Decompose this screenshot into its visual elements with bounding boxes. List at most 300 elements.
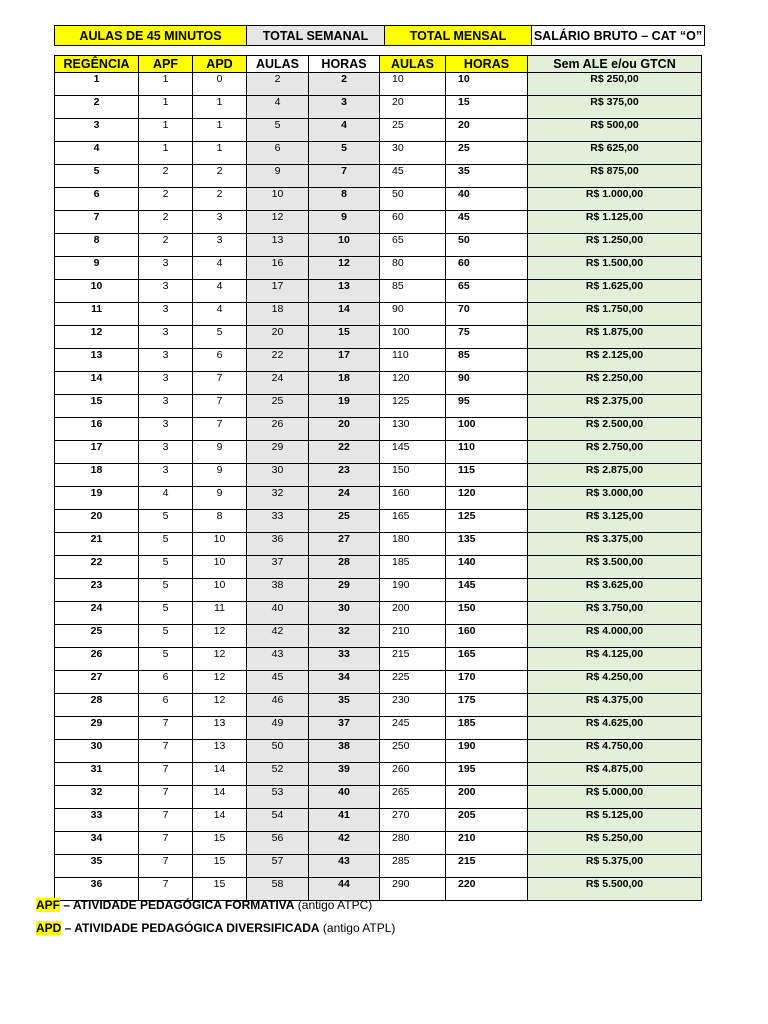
mensal-horas-cell: 210 [446, 832, 528, 855]
apd-cell: 12 [193, 671, 247, 694]
mensal-horas-cell: 50 [446, 234, 528, 257]
regencia-cell: 6 [55, 188, 139, 211]
semanal-horas-cell: 28 [309, 556, 380, 579]
table-row [55, 441, 702, 464]
salario-cell: R$ 1.250,00 [528, 234, 702, 257]
mensal-horas-cell: 90 [446, 372, 528, 395]
table-row [55, 418, 702, 441]
mensal-aulas-cell: 190 [380, 579, 446, 602]
semanal-aulas-cell: 22 [247, 349, 309, 372]
apf-cell: 1 [139, 142, 193, 165]
table-row [55, 832, 702, 855]
salario-cell: R$ 375,00 [528, 96, 702, 119]
apf-cell: 3 [139, 395, 193, 418]
footnote-apf-paren: (antigo ATPC) [294, 898, 373, 912]
salario-cell: R$ 1.750,00 [528, 303, 702, 326]
regencia-cell: 31 [55, 763, 139, 786]
apd-cell: 11 [193, 602, 247, 625]
semanal-horas-cell: 13 [309, 280, 380, 303]
mensal-horas-cell: 75 [446, 326, 528, 349]
mensal-aulas-cell: 215 [380, 648, 446, 671]
salario-cell: R$ 5.125,00 [528, 809, 702, 832]
mensal-horas-cell: 170 [446, 671, 528, 694]
semanal-aulas-cell: 30 [247, 464, 309, 487]
table-row [55, 395, 702, 418]
salario-cell: R$ 500,00 [528, 119, 702, 142]
apd-cell: 15 [193, 878, 247, 901]
mensal-horas-cell: 40 [446, 188, 528, 211]
footnote-apd-abbr: APD [36, 921, 62, 935]
semanal-horas-cell: 27 [309, 533, 380, 556]
table-row [55, 73, 702, 96]
mensal-aulas-cell: 50 [380, 188, 446, 211]
col-salario: Sem ALE e/ou GTCN [528, 56, 702, 73]
semanal-aulas-cell: 33 [247, 510, 309, 533]
mensal-aulas-cell: 110 [380, 349, 446, 372]
mensal-horas-cell: 140 [446, 556, 528, 579]
apf-cell: 6 [139, 671, 193, 694]
apd-cell: 5 [193, 326, 247, 349]
salario-cell: R$ 1.125,00 [528, 211, 702, 234]
summary-header [54, 25, 705, 46]
col-apf: APF [139, 56, 193, 73]
semanal-horas-cell: 25 [309, 510, 380, 533]
table-row [55, 119, 702, 142]
semanal-horas-cell: 14 [309, 303, 380, 326]
semanal-horas-cell: 2 [309, 73, 380, 96]
apd-cell: 14 [193, 786, 247, 809]
semanal-horas-cell: 18 [309, 372, 380, 395]
salario-cell: R$ 3.750,00 [528, 602, 702, 625]
semanal-aulas-cell: 17 [247, 280, 309, 303]
salario-cell: R$ 5.500,00 [528, 878, 702, 901]
mensal-aulas-cell: 280 [380, 832, 446, 855]
apd-cell: 15 [193, 832, 247, 855]
apf-cell: 3 [139, 349, 193, 372]
apf-cell: 3 [139, 280, 193, 303]
salario-cell: R$ 3.000,00 [528, 487, 702, 510]
semanal-aulas-cell: 24 [247, 372, 309, 395]
mensal-horas-cell: 145 [446, 579, 528, 602]
apd-cell: 12 [193, 694, 247, 717]
table-row [55, 602, 702, 625]
table-row [55, 740, 702, 763]
table-row [55, 487, 702, 510]
regencia-cell: 5 [55, 165, 139, 188]
regencia-cell: 32 [55, 786, 139, 809]
footnote-apf-abbr: APF [36, 898, 60, 912]
salario-cell: R$ 5.375,00 [528, 855, 702, 878]
apf-cell: 3 [139, 326, 193, 349]
apd-cell: 10 [193, 556, 247, 579]
semanal-horas-cell: 32 [309, 625, 380, 648]
apd-cell: 12 [193, 625, 247, 648]
apf-cell: 5 [139, 533, 193, 556]
table-row [55, 326, 702, 349]
salario-cell: R$ 875,00 [528, 165, 702, 188]
footnote-apd [36, 919, 395, 942]
semanal-aulas-cell: 29 [247, 441, 309, 464]
mensal-aulas-cell: 230 [380, 694, 446, 717]
semanal-aulas-cell: 37 [247, 556, 309, 579]
salario-cell: R$ 4.750,00 [528, 740, 702, 763]
semanal-aulas-cell: 49 [247, 717, 309, 740]
mensal-aulas-cell: 25 [380, 119, 446, 142]
col-apd: APD [193, 56, 247, 73]
mensal-aulas-cell: 20 [380, 96, 446, 119]
semanal-aulas-cell: 13 [247, 234, 309, 257]
semanal-horas-cell: 5 [309, 142, 380, 165]
regencia-cell: 17 [55, 441, 139, 464]
mensal-horas-cell: 25 [446, 142, 528, 165]
col-regencia: REGÊNCIA [55, 56, 139, 73]
mensal-horas-cell: 60 [446, 257, 528, 280]
regencia-cell: 11 [55, 303, 139, 326]
col-semanal-horas: HORAS [309, 56, 380, 73]
regencia-cell: 35 [55, 855, 139, 878]
regencia-cell: 15 [55, 395, 139, 418]
header-total-mensal: TOTAL MENSAL [385, 26, 532, 46]
regencia-cell: 26 [55, 648, 139, 671]
regencia-cell: 24 [55, 602, 139, 625]
salario-cell: R$ 2.875,00 [528, 464, 702, 487]
apf-cell: 7 [139, 763, 193, 786]
salario-cell: R$ 5.000,00 [528, 786, 702, 809]
salario-cell: R$ 625,00 [528, 142, 702, 165]
regencia-cell: 22 [55, 556, 139, 579]
semanal-horas-cell: 3 [309, 96, 380, 119]
apd-cell: 4 [193, 303, 247, 326]
apd-cell: 10 [193, 579, 247, 602]
semanal-horas-cell: 39 [309, 763, 380, 786]
regencia-cell: 14 [55, 372, 139, 395]
table-row [55, 556, 702, 579]
apd-cell: 13 [193, 717, 247, 740]
mensal-horas-cell: 185 [446, 717, 528, 740]
apf-cell: 7 [139, 740, 193, 763]
apf-cell: 4 [139, 487, 193, 510]
mensal-aulas-cell: 120 [380, 372, 446, 395]
table-row [55, 625, 702, 648]
regencia-cell: 13 [55, 349, 139, 372]
mensal-aulas-cell: 180 [380, 533, 446, 556]
apf-cell: 3 [139, 257, 193, 280]
table-row [55, 855, 702, 878]
apf-cell: 7 [139, 786, 193, 809]
mensal-aulas-cell: 125 [380, 395, 446, 418]
mensal-aulas-cell: 265 [380, 786, 446, 809]
apf-cell: 7 [139, 717, 193, 740]
salario-cell: R$ 2.250,00 [528, 372, 702, 395]
semanal-horas-cell: 9 [309, 211, 380, 234]
semanal-horas-cell: 29 [309, 579, 380, 602]
mensal-horas-cell: 160 [446, 625, 528, 648]
column-header-row [55, 56, 702, 73]
table-row [55, 165, 702, 188]
apd-cell: 14 [193, 763, 247, 786]
semanal-aulas-cell: 20 [247, 326, 309, 349]
mensal-aulas-cell: 210 [380, 625, 446, 648]
semanal-aulas-cell: 57 [247, 855, 309, 878]
footnote-apf [36, 896, 395, 919]
apd-cell: 0 [193, 73, 247, 96]
semanal-aulas-cell: 43 [247, 648, 309, 671]
table-row [55, 648, 702, 671]
mensal-aulas-cell: 165 [380, 510, 446, 533]
apf-cell: 2 [139, 188, 193, 211]
mensal-aulas-cell: 160 [380, 487, 446, 510]
mensal-horas-cell: 95 [446, 395, 528, 418]
regencia-cell: 29 [55, 717, 139, 740]
table-row [55, 671, 702, 694]
apf-cell: 3 [139, 418, 193, 441]
regencia-cell: 19 [55, 487, 139, 510]
semanal-aulas-cell: 16 [247, 257, 309, 280]
mensal-aulas-cell: 130 [380, 418, 446, 441]
apd-cell: 13 [193, 740, 247, 763]
apf-cell: 5 [139, 602, 193, 625]
regencia-cell: 9 [55, 257, 139, 280]
header-salario-bruto: SALÁRIO BRUTO – CAT “O” [532, 26, 705, 46]
apd-cell: 4 [193, 280, 247, 303]
semanal-horas-cell: 10 [309, 234, 380, 257]
mensal-horas-cell: 205 [446, 809, 528, 832]
apf-cell: 3 [139, 464, 193, 487]
regencia-cell: 34 [55, 832, 139, 855]
semanal-horas-cell: 24 [309, 487, 380, 510]
apd-cell: 15 [193, 855, 247, 878]
mensal-horas-cell: 100 [446, 418, 528, 441]
table-row [55, 510, 702, 533]
semanal-aulas-cell: 6 [247, 142, 309, 165]
regencia-cell: 25 [55, 625, 139, 648]
apd-cell: 7 [193, 418, 247, 441]
salario-cell: R$ 2.375,00 [528, 395, 702, 418]
mensal-horas-cell: 65 [446, 280, 528, 303]
table-row [55, 464, 702, 487]
mensal-horas-cell: 15 [446, 96, 528, 119]
semanal-aulas-cell: 9 [247, 165, 309, 188]
semanal-horas-cell: 37 [309, 717, 380, 740]
semanal-horas-cell: 42 [309, 832, 380, 855]
regencia-cell: 20 [55, 510, 139, 533]
mensal-aulas-cell: 150 [380, 464, 446, 487]
semanal-horas-cell: 20 [309, 418, 380, 441]
semanal-aulas-cell: 4 [247, 96, 309, 119]
apf-cell: 7 [139, 832, 193, 855]
table-row [55, 349, 702, 372]
salario-cell: R$ 4.125,00 [528, 648, 702, 671]
semanal-aulas-cell: 56 [247, 832, 309, 855]
regencia-cell: 7 [55, 211, 139, 234]
salario-cell: R$ 1.500,00 [528, 257, 702, 280]
table-row [55, 142, 702, 165]
mensal-aulas-cell: 290 [380, 878, 446, 901]
semanal-horas-cell: 33 [309, 648, 380, 671]
salario-cell: R$ 250,00 [528, 73, 702, 96]
table-row [55, 694, 702, 717]
table-row [55, 763, 702, 786]
mensal-aulas-cell: 65 [380, 234, 446, 257]
table-row [55, 579, 702, 602]
apf-cell: 7 [139, 855, 193, 878]
regencia-cell: 8 [55, 234, 139, 257]
table-row [55, 786, 702, 809]
table-row [55, 809, 702, 832]
apf-cell: 2 [139, 165, 193, 188]
regencia-cell: 12 [55, 326, 139, 349]
apd-cell: 6 [193, 349, 247, 372]
semanal-horas-cell: 22 [309, 441, 380, 464]
mensal-aulas-cell: 285 [380, 855, 446, 878]
salario-cell: R$ 4.625,00 [528, 717, 702, 740]
mensal-horas-cell: 115 [446, 464, 528, 487]
semanal-horas-cell: 40 [309, 786, 380, 809]
col-semanal-aulas: AULAS [247, 56, 309, 73]
mensal-horas-cell: 135 [446, 533, 528, 556]
salario-cell: R$ 4.000,00 [528, 625, 702, 648]
salario-cell: R$ 4.875,00 [528, 763, 702, 786]
semanal-horas-cell: 4 [309, 119, 380, 142]
mensal-aulas-cell: 30 [380, 142, 446, 165]
regencia-cell: 2 [55, 96, 139, 119]
semanal-horas-cell: 44 [309, 878, 380, 901]
salario-cell: R$ 1.875,00 [528, 326, 702, 349]
semanal-aulas-cell: 26 [247, 418, 309, 441]
semanal-aulas-cell: 38 [247, 579, 309, 602]
apd-cell: 2 [193, 165, 247, 188]
mensal-horas-cell: 220 [446, 878, 528, 901]
table-row [55, 372, 702, 395]
apf-cell: 5 [139, 510, 193, 533]
mensal-horas-cell: 150 [446, 602, 528, 625]
regencia-cell: 10 [55, 280, 139, 303]
table-row [55, 257, 702, 280]
apd-cell: 9 [193, 487, 247, 510]
apd-cell: 4 [193, 257, 247, 280]
col-mensal-horas: HORAS [446, 56, 528, 73]
semanal-aulas-cell: 46 [247, 694, 309, 717]
mensal-horas-cell: 110 [446, 441, 528, 464]
semanal-horas-cell: 17 [309, 349, 380, 372]
mensal-aulas-cell: 45 [380, 165, 446, 188]
footnote-apd-text: – ATIVIDADE PEDAGÓGICA DIVERSIFICADA [61, 921, 320, 935]
mensal-horas-cell: 85 [446, 349, 528, 372]
apf-cell: 5 [139, 579, 193, 602]
table-row [55, 96, 702, 119]
salario-cell: R$ 4.375,00 [528, 694, 702, 717]
mensal-aulas-cell: 185 [380, 556, 446, 579]
mensal-aulas-cell: 80 [380, 257, 446, 280]
salario-cell: R$ 1.625,00 [528, 280, 702, 303]
table-row [55, 533, 702, 556]
table-row [55, 188, 702, 211]
mensal-horas-cell: 175 [446, 694, 528, 717]
mensal-aulas-cell: 10 [380, 73, 446, 96]
mensal-horas-cell: 195 [446, 763, 528, 786]
footnotes [36, 896, 395, 942]
semanal-aulas-cell: 42 [247, 625, 309, 648]
mensal-horas-cell: 190 [446, 740, 528, 763]
apd-cell: 14 [193, 809, 247, 832]
mensal-horas-cell: 70 [446, 303, 528, 326]
salario-cell: R$ 2.500,00 [528, 418, 702, 441]
apd-cell: 1 [193, 119, 247, 142]
semanal-aulas-cell: 2 [247, 73, 309, 96]
semanal-horas-cell: 8 [309, 188, 380, 211]
mensal-aulas-cell: 245 [380, 717, 446, 740]
apd-cell: 7 [193, 372, 247, 395]
semanal-aulas-cell: 25 [247, 395, 309, 418]
apf-cell: 3 [139, 441, 193, 464]
regencia-cell: 36 [55, 878, 139, 901]
salario-cell: R$ 4.250,00 [528, 671, 702, 694]
regencia-cell: 27 [55, 671, 139, 694]
semanal-horas-cell: 19 [309, 395, 380, 418]
semanal-horas-cell: 7 [309, 165, 380, 188]
apd-cell: 8 [193, 510, 247, 533]
salario-cell: R$ 3.375,00 [528, 533, 702, 556]
salario-cell: R$ 1.000,00 [528, 188, 702, 211]
semanal-aulas-cell: 5 [247, 119, 309, 142]
apd-cell: 7 [193, 395, 247, 418]
footnote-apf-text: – ATIVIDADE PEDAGÓGICA FORMATIVA [60, 898, 295, 912]
salario-cell: R$ 3.125,00 [528, 510, 702, 533]
mensal-horas-cell: 125 [446, 510, 528, 533]
apf-cell: 5 [139, 556, 193, 579]
semanal-aulas-cell: 58 [247, 878, 309, 901]
salario-cell: R$ 3.500,00 [528, 556, 702, 579]
mensal-aulas-cell: 200 [380, 602, 446, 625]
semanal-horas-cell: 43 [309, 855, 380, 878]
apd-cell: 3 [193, 211, 247, 234]
salario-cell: R$ 2.125,00 [528, 349, 702, 372]
regencia-cell: 18 [55, 464, 139, 487]
apf-cell: 1 [139, 73, 193, 96]
mensal-aulas-cell: 85 [380, 280, 446, 303]
footnote-apd-paren: (antigo ATPL) [319, 921, 396, 935]
apd-cell: 1 [193, 96, 247, 119]
mensal-aulas-cell: 250 [380, 740, 446, 763]
table-row [55, 211, 702, 234]
table-row [55, 717, 702, 740]
regencia-cell: 1 [55, 73, 139, 96]
apd-cell: 3 [193, 234, 247, 257]
apf-cell: 5 [139, 625, 193, 648]
apf-cell: 3 [139, 372, 193, 395]
apf-cell: 7 [139, 878, 193, 901]
apd-cell: 2 [193, 188, 247, 211]
apf-cell: 2 [139, 234, 193, 257]
salario-cell: R$ 3.625,00 [528, 579, 702, 602]
semanal-horas-cell: 30 [309, 602, 380, 625]
semanal-aulas-cell: 54 [247, 809, 309, 832]
regencia-cell: 16 [55, 418, 139, 441]
table-row [55, 234, 702, 257]
salary-table [54, 55, 702, 901]
regencia-cell: 33 [55, 809, 139, 832]
semanal-horas-cell: 35 [309, 694, 380, 717]
apf-cell: 2 [139, 211, 193, 234]
semanal-aulas-cell: 12 [247, 211, 309, 234]
semanal-horas-cell: 41 [309, 809, 380, 832]
mensal-aulas-cell: 270 [380, 809, 446, 832]
apf-cell: 1 [139, 96, 193, 119]
regencia-cell: 30 [55, 740, 139, 763]
semanal-aulas-cell: 52 [247, 763, 309, 786]
header-total-semanal: TOTAL SEMANAL [247, 26, 385, 46]
apd-cell: 12 [193, 648, 247, 671]
